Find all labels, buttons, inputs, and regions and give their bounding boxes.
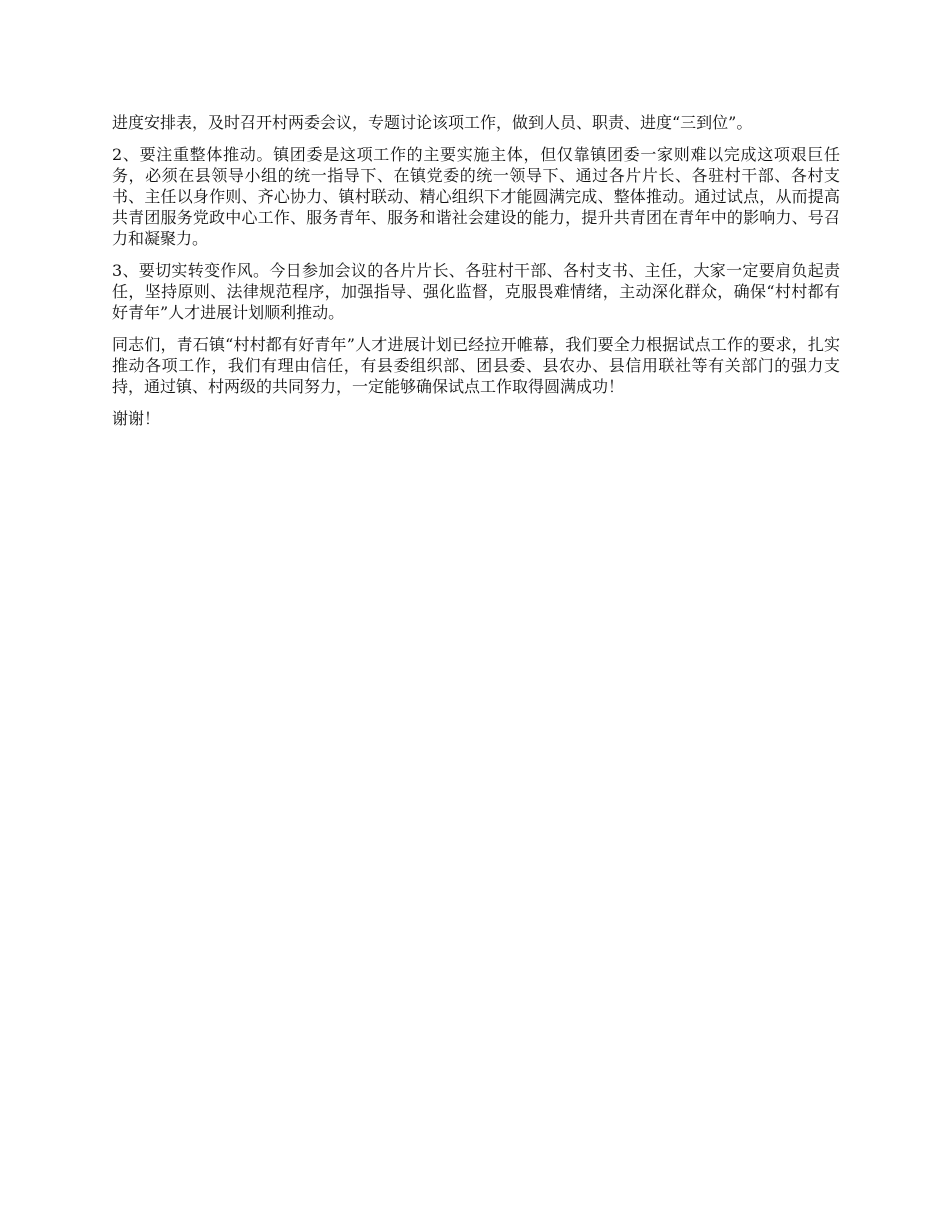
paragraph-closing-remarks: 同志们，青石镇“村村都有好青年”人才进展计划已经拉开帷幕，我们要全力根据试点工作的要求，扎实推动各项工作，我们有理由信任，有县委组织部、团县委、县农办、县信用联社等有关部门的强力支持，通过镇、村两级的共同努力，一定能够确保试点工作取得圆满成功！ (112, 335, 840, 396)
paragraph-thanks: 谢谢！ (112, 409, 161, 428)
paragraph-work-style: 3、要切实转变作风。今日参加会议的各片片长、各驻村干部、各村支书、主任，大家一定要肩负起责任，坚持原则、法律规范程序，加强指导、强化监督，克服畏难情绪，主动深化群众，确保“村村都有好青年”人才进展计划顺利推动。 (112, 261, 840, 322)
paragraph-overall-promotion: 2、要注重整体推动。镇团委是这项工作的主要实施主体，但仅靠镇团委一家则难以完成这项艰巨任务，必须在县领导小组的统一指导下、在镇党委的统一领导下、通过各片片长、各驻村干部、各村支书、主任以身作则、齐心协力、镇村联动、精心组织下才能圆满完成、整体推动。通过试点，从而提高共青团服务党政中心工作、服务青年、服务和谐社会建设的能力，提升共青团在青年中的影响力、号召力和凝聚力。 (112, 145, 840, 248)
document-body (112, 112, 840, 440)
paragraph-schedule: 进度安排表，及时召开村两委会议，专题讨论该项工作，做到人员、职责、进度“三到位”。 (112, 113, 753, 132)
